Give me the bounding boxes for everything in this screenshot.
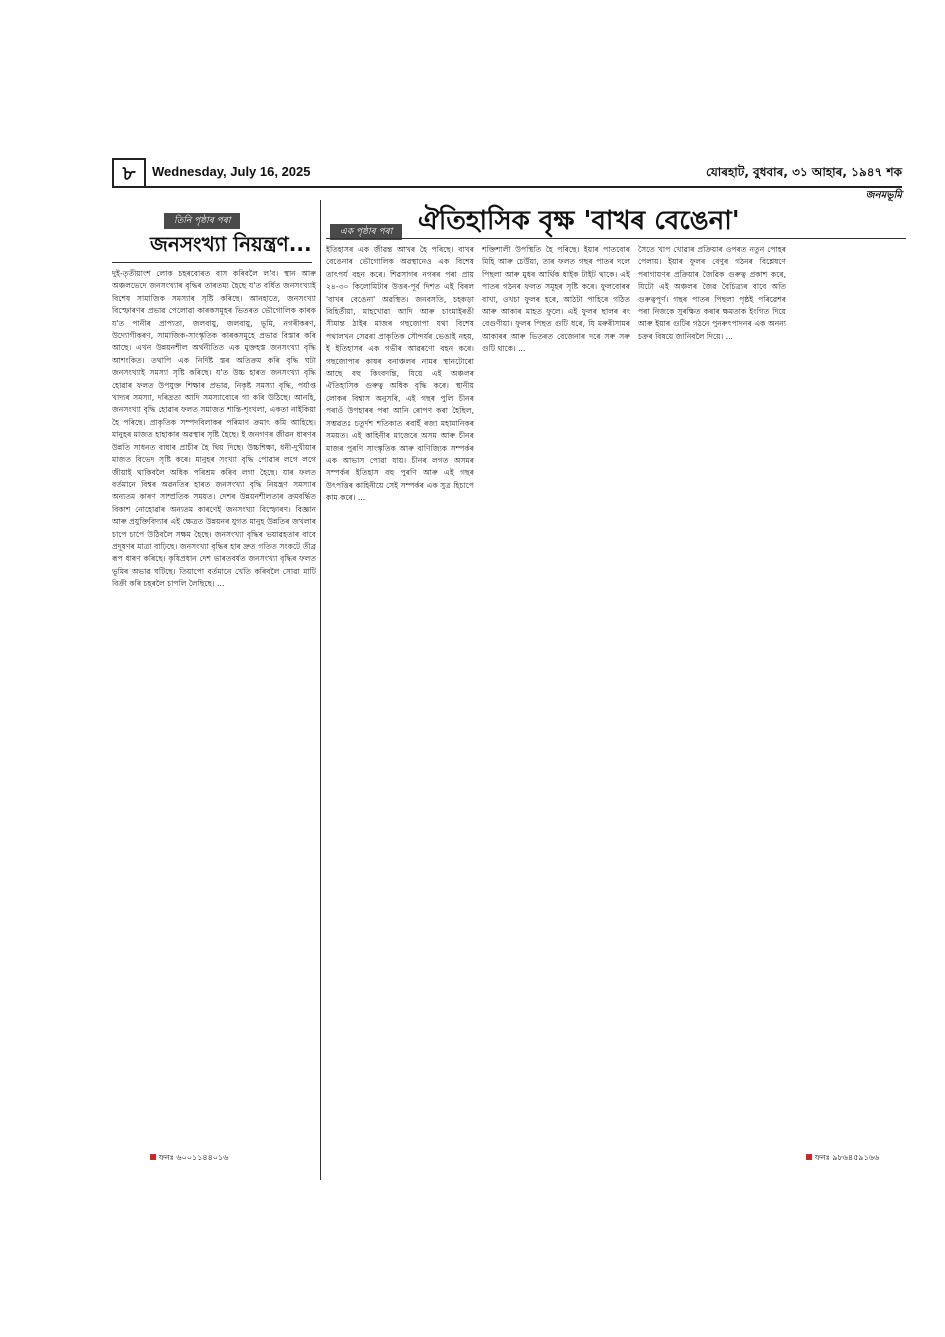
main-col-3-text: সৈতে খাপ খোৱাৰ প্ৰক্ৰিয়াৰ ওপৰত নতুন পোহৰ পেলায়। ইয়াৰ ফুলৰ বেণুৰ গঠনৰ বিশ্লেষণে পৰাগায়ণৰ প্ৰক্ৰিয়াৰ জৈৱিক গুৰুত্ব প্ৰকাশ কৰে, যিটো এই অঞ্চলৰ জৈৱ বৈচিত্ৰ্যৰ বাবে অতি গুৰুত্বপূৰ্ণ। গছৰ পাতৰ পিছলা পৃষ্ঠই পৰিৱেশৰ পৰা নিজকে সুৰক্ষিত কৰাৰ ক্ষমতাক ইংগিত দিয়ে আৰু ইয়াৰ গুটিৰ গঠনে পুনৰুৎপাদনৰ এক অনন্য চক্ৰৰ বিষয়ে জানিবলৈ দিয়ে। ... [638,245,786,341]
main-col-1 [326,244,474,1144]
headline-rule [326,238,906,239]
continued-tag-left: তিনি পৃষ্ঠাৰ পৰা [164,213,240,229]
main-col-3 [638,244,786,1144]
date-english: Wednesday, July 16, 2025 [152,164,311,179]
continued-tag-main: এক পৃষ্ঠাৰ পৰা [330,224,402,240]
page-number: ৮ [112,158,146,188]
main-col-2 [482,244,630,1144]
divider [112,262,312,263]
square-bullet-icon [150,1154,156,1160]
left-headline: জনসংখ্যা নিয়ন্ত্ৰণ... [150,232,312,256]
main-phone-text: ফনঃ ৯৮৬৪৫৯১৬৬ [815,1153,880,1162]
left-body-text: দুই-তৃতীয়াংশ লোক চহৰবোৰত বাস কৰিবলৈ ল'ব। স্থান আৰু অঞ্চলভেদে জনসংখ্যাৰ বৃদ্ধিৰ তাৰতম্য হৈছে য'ত বৰ্ধিত জনসংখ্যাই বিশেষ সামাজিক সমস্যাৰ সৃষ্টি কৰিছে। আনহাতে, জনসংখ্যা বিস্ফোৰণৰ প্ৰভাৱ পেলোৱা কাৰকসমূহৰ ভিতৰত ভৌগোলিক কাৰক য'ত পানীৰ প্ৰাপ্যতা, জলবায়ু, জলবায়ু, ভূমি, নগৰীকৰণ, উদ্যোগীকৰণ, সামাজিক-সাংস্কৃতিক কাৰকসমূহে প্ৰভাৱ বিস্তাৰ কৰি আছে। এখন উন্নয়নশীল অৰ্থনীতিত এক মুক্তহস্ত জনসংখ্যা বৃদ্ধি আশংকিত। তথাপি এক নিৰ্দিষ্ট স্তৰ অতিক্ৰম কৰি বৃদ্ধি ঘটা জনসংখ্যাই সমস্যা সৃষ্টি কৰিছে। য'ত উচ্চ হাৰত জনসংখ্যা বৃদ্ধি হোৱাৰ ফলত উপযুক্ত শিক্ষাৰ প্ৰভাৱ, নিকৃষ্ট সমস্যা বৃদ্ধি, পৰ্যাপ্ত খাদ্যৰ সমস্যা, দৰিদ্ৰতা আদি সমস্যাবোৰে গা কৰি উঠিছে। আনহি, জনসংখ্যা বৃদ্ধি হোৱাৰ ফলত সমাজত শান্তি-শৃংখলা, একতা নাইকিয়া হৈ পৰিছে। প্ৰাকৃতিক সম্পদবিলাকৰ পৰিমাণ ক্ৰমাৎ কমি আহিছে। মানুহৰ মাজত হাহাকাৰ অৱস্থাৰ সৃষ্টি হৈছে। ই জনগণৰ জীৱন ধাৰণৰ উন্নতি সাধনত বাধাৰ প্ৰাচীৰ হৈ থিয় দিছে। উচ্চশিক্ষা, ধনী-দুখীয়াৰ মাজত বিভেদ সৃষ্টি কৰে। মানুহৰ সংখ্যা বৃদ্ধি পোৱাৰ লগে লগে জীয়াই থাকিবলৈ অধিক পৰিশ্ৰম কৰিব লগা হৈছে। যাৰ ফলত বৰ্তমানে বিশ্বৰ অৱনতিৰ হাৰত জনসংখ্যা বৃদ্ধি নিয়ন্ত্ৰণ সমস্যাৰ অন্যতম কাৰণ সাম্প্ৰতিক সময়ত। দেশৰ উন্নয়নশীলতাৰ ক্ৰমবৰ্দ্ধিত বিকাশ নোহোৱাৰ অন্যতম কাৰণেই জনসংখ্যা বিস্ফোৰণ। বিজ্ঞান আৰু প্ৰযুক্তিবিদ্যাৰ এই ক্ষেত্ৰত উন্নয়নৰ যুগত মানুহ উন্নতিৰ জখলাৰ চাপে চাপে উঠিবলৈ সক্ষম হৈছে। জনসংখ্যা বৃদ্ধিৰ ভয়াৱহতাৰ বাবে প্ৰদূষণৰ মাত্ৰা বাঢ়িছে। জনসংখ্যা বৃদ্ধিৰ হাৰ দ্ৰুত গতিত সংকটে তীব্ৰ ৰূপ ধাৰণ কৰিছে। কৃষিপ্ৰধান দেশ ভাৰতবৰ্ষত জনসংখ্যা বৃদ্ধিৰ ফলত ভূমিৰ অভাৱ ঘটিছে। তিয়াপো বৰ্তমানে খেতি কৰিবলৈ সোৱা মাটি বিক্ৰী কৰি চহৰলৈ চাপলি লৈছিছে। ... [112,269,316,589]
left-article-body [112,268,316,1148]
main-col-1-text: ইতিহাসৰ এক জীৱন্ত আখৰ হৈ পৰিছে। বাখৰ বেঙেনাৰ ভৌগোলিক অৱস্থানেও এক বিশেষ তাৎপৰ্য বহন কৰে। শিৱসাগৰ নগৰৰ পৰা প্ৰায় ২৪-৩০ কিলোমিটাৰ উত্তৰ-পূৰ্ব দিশত এই বিৰল 'বাখৰ বেঙেনা' অৱস্থিত। জনবসতি, চহকড়া বিহিৰ্তীয়া, মাহখোৱা আদি আৰু চাংমাইৰঙী সীমান্ত ঠাইৰ মাজৰ গছজোপা যথা বিশেষ পথালখন সেৱৰা প্ৰাকৃতিক সৌন্দৰ্যৰ ভেঙাই নহয়, ই ইতিহাসৰ এক গভীৰ আৱৰণো বহন কৰে। গছজোপাৰ কাষৰ বনাঞ্চলৰ নামৰ স্থানটোৰো আছে বহু কিংবদন্তি, যিয়ে এই অঞ্চলৰ ঐতিহাসিক গুৰুত্ব অধিক বৃদ্ধি কৰে। স্থানীয় লোকৰ বিশ্বাস অনুসৰি, এই গছৰ পুলি চীনৰ পৰাওঁ উপহাৰৰ পৰা আনি ৰোপণ কৰা হৈছিল, সম্ভৱতঃ চতুৰ্দশ শতিকাত ৰবাইঁ ৰজা মহামানিকৰ সময়ত। এই কাহিনীৰ মাজেৰে অসম আৰু চীনৰ মাজৰ পুৰণি সাংস্কৃতিক আৰু বাণিজ্যিক সম্পৰ্কৰ এক আভাস পোৱা যায়। চীনৰ লগত অসমৰ সম্পৰ্কৰ ইতিহাস বহু পুৰণি আৰু এই গছৰ উৎপত্তিৰ কাহিনীয়ে সেই সম্পৰ্কৰ এক সুত্ৰ হিচাপে কাম কৰে। ... [326,245,474,503]
page-header [112,158,902,201]
date-assamese: যোৰহাট, বুধবাৰ, ৩১ আহাৰ, ১৯৪৭ শক [705,165,902,179]
masthead-logo: জনমভূমি [865,190,902,201]
column-divider [320,200,321,1180]
square-bullet-icon [806,1154,812,1160]
main-col-2-text: শক্তিশালী উপস্থিতি হৈ পৰিছে। ইয়াৰ পাতবোৰ মিহি আৰু চেউঁয়া, তাৰ ফলত গছৰ পাতৰ দলে পিছলা আৰু মুধৰ আৰ্থিক ধাইক টাইট থাকে। এই পাতৰ গঠনৰ ফলত সমূহৰ সৃষ্টি কৰে। ফুলবোৰৰ বাখা, ওখচা ফুলৰ হৰে, আঠটা পাহিৰে গঠিত আৰু আকাৰ মাহত ফুলে। এই ফুলৰ ছালৰ ৰং বেগুণীয়া। ফুলৰ পিছত গুটি ধৰে, যি মৰুৰীসামৰ আকাৰৰ আৰু ভিতৰত বেজেনাৰ দৰে সৰু সৰু গুটি থাকে। ... [482,245,630,354]
main-headline: ঐতিহাসিক বৃক্ষ 'বাখৰ বেঙেনা' [418,206,740,236]
left-phone [150,1152,228,1165]
main-phone [806,1152,879,1165]
left-phone-text: ফনঃ ৬০০১১৪৪০১৬ [159,1153,229,1162]
